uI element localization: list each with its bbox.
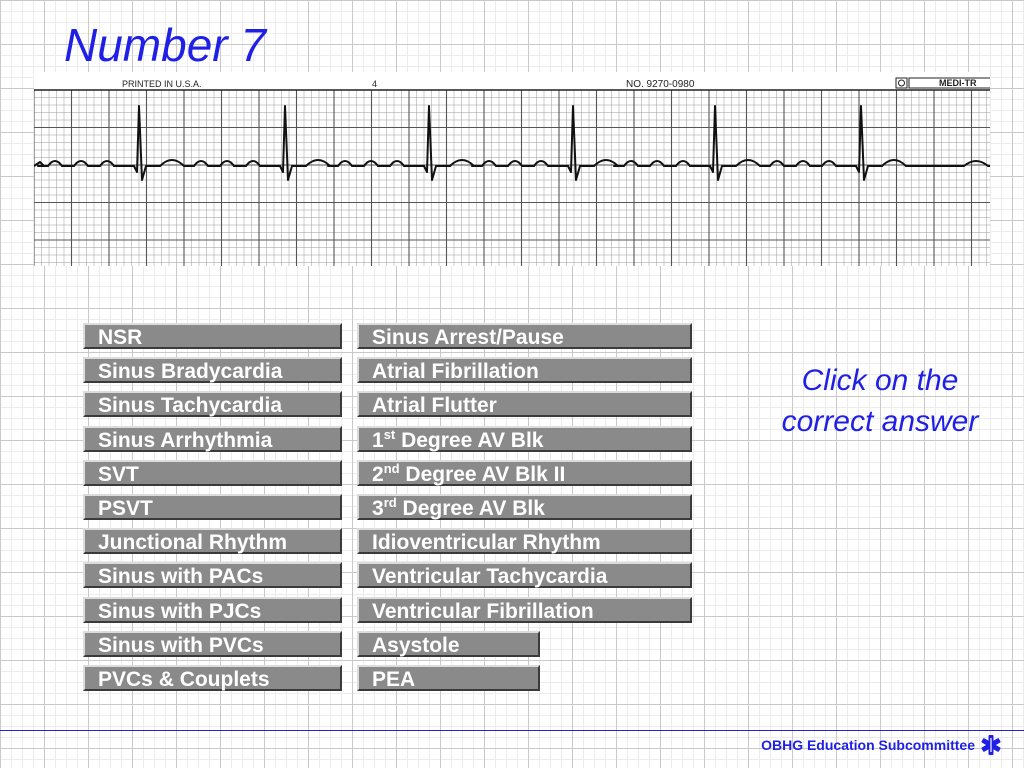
instruction-text: Click on the correct answer — [781, 364, 979, 438]
answer-button-atrial-flutter[interactable]: Atrial Flutter — [357, 391, 692, 417]
footer-divider — [0, 730, 1024, 731]
answer-button-psvt[interactable]: PSVT — [83, 494, 342, 520]
degree-label: Degree AV Blk — [396, 497, 545, 520]
ecg-tracing-image — [34, 72, 990, 266]
answer-button-3rd-degree-av-blk[interactable] — [357, 494, 692, 520]
answer-button-pea[interactable]: PEA — [357, 665, 540, 691]
degree-number: 3 — [372, 497, 384, 520]
answer-button-junctional-rhythm[interactable]: Junctional Rhythm — [83, 528, 342, 554]
strip-printed-label: PRINTED IN U.S.A. — [122, 79, 202, 89]
degree-number: 1 — [372, 429, 384, 452]
answer-button-asystole[interactable]: Asystole — [357, 631, 540, 657]
answer-button-sinus-tachycardia[interactable]: Sinus Tachycardia — [83, 391, 342, 417]
answer-button-ventricular-tachycardia[interactable]: Ventricular Tachycardia — [357, 562, 692, 588]
ecg-waveform — [34, 106, 990, 180]
answer-button-idioventricular-rhythm[interactable]: Idioventricular Rhythm — [357, 528, 692, 554]
answer-button-pvcs-and-couplets[interactable]: PVCs & Couplets — [83, 665, 342, 691]
degree-suffix: st — [383, 427, 396, 442]
degree-label: Degree AV Blk — [395, 429, 544, 452]
answer-button-sinus-bradycardia[interactable]: Sinus Bradycardia — [83, 357, 342, 383]
slide-title: Number 7 — [64, 19, 266, 71]
answer-button-sinus-with-pjcs[interactable]: Sinus with PJCs — [83, 597, 342, 623]
answer-button-atrial-fibrillation[interactable]: Atrial Fibrillation — [357, 357, 692, 383]
answer-button-ventricular-fibrillation[interactable]: Ventricular Fibrillation — [357, 597, 692, 623]
answer-button-sinus-with-pacs[interactable]: Sinus with PACs — [83, 562, 342, 588]
answer-button-1st-degree-av-blk[interactable] — [357, 426, 692, 452]
strip-form-number: NO. 9270-0980 — [626, 79, 695, 90]
strip-brand: MEDI-TR — [939, 78, 977, 88]
answer-button-svt[interactable]: SVT — [83, 460, 342, 486]
ecg-rhythm-strip — [34, 72, 990, 266]
degree-suffix: nd — [383, 461, 400, 476]
degree-label: Degree AV Blk II — [399, 463, 566, 486]
answer-button-sinus-arrest-pause[interactable]: Sinus Arrest/Pause — [357, 323, 692, 349]
answer-button-sinus-with-pvcs[interactable]: Sinus with PVCs — [83, 631, 342, 657]
answer-button-nsr[interactable]: NSR — [83, 323, 342, 349]
strip-page-mark: 4 — [372, 79, 378, 89]
star-of-life-icon — [980, 734, 1002, 756]
degree-suffix: rd — [383, 495, 397, 510]
answer-button-sinus-arrhythmia[interactable]: Sinus Arrhythmia — [83, 426, 342, 452]
footer-text: OBHG Education Subcommittee — [761, 737, 975, 753]
degree-number: 2 — [372, 463, 384, 486]
answer-button-2nd-degree-av-blk-ii[interactable] — [357, 460, 692, 486]
